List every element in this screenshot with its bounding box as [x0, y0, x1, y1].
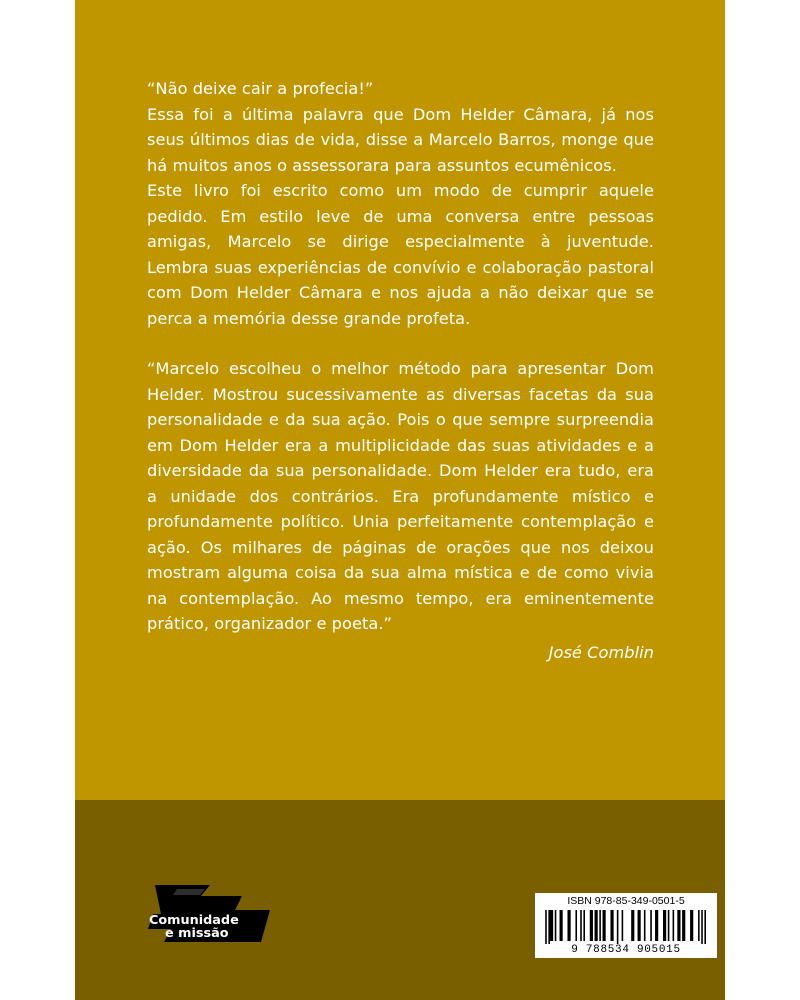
- logo-line-2: e missão: [165, 926, 229, 941]
- barcode-bars-icon: [542, 910, 710, 944]
- barcode-bar: [704, 910, 706, 944]
- isbn-label: ISBN 978-85-349-0501-5: [567, 895, 685, 907]
- barcode-bar: [663, 910, 666, 941]
- barcode-bar: [603, 910, 606, 941]
- barcode-bar: [617, 910, 619, 944]
- isbn-barcode: [535, 893, 717, 958]
- barcode-bar: [599, 910, 601, 941]
- barcode-bar: [668, 910, 670, 941]
- barcode-bar: [583, 910, 585, 941]
- barcode-bar: [548, 910, 550, 944]
- barcode-bar: [673, 910, 675, 941]
- logo-line-1: Comunidade: [149, 913, 239, 928]
- book-purpose-paragraph: Este livro foi escrito como um modo de cumprir aquele pedido. Em estilo leve de uma conversa entre pessoas amigas, Marcelo se dirige especialmente à juventude. Lembra suas experiências de convívio e colaboração pastoral com Dom Helder Câmara e nos ajuda a não deixar que se perca a memória desse grande profeta.: [147, 181, 654, 328]
- testimonial-quote: “Marcelo escolheu o melhor método para apresentar Dom Helder. Mostrou sucessivamente as diversas facetas da sua personalidade e da sua ação. Pois o que sempre surpreendia em Dom Helder era a multiplicidade das suas atividades e a diversidade da sua personalidade. Dom Helder era tudo, era a unidade dos contrários. Era profundamente místico e profundamente político. Unia perfeitamente contemplação e ação. Os milhares de páginas de orações que nos deixou mostram alguma coisa da sua alma mística e de como vivia na contemplação. Ao mesmo tempo, era eminentemente prático, organizador e poeta.”: [147, 359, 654, 633]
- barcode-bar: [560, 910, 563, 941]
- barcode-bar: [555, 910, 557, 941]
- barcode-bar: [698, 910, 700, 941]
- publisher-logo: [147, 884, 273, 944]
- barcode-bar: [610, 910, 613, 941]
- barcode-bar: [575, 910, 577, 941]
- back-cover-text: [147, 76, 654, 665]
- barcode-bar: [580, 910, 582, 941]
- barcode-bar: [650, 910, 652, 941]
- opening-quote: “Não deixe cair a profecia!”: [147, 79, 374, 98]
- barcode-bar: [545, 910, 547, 944]
- book-back-cover: [75, 0, 725, 1000]
- barcode-bar: [550, 910, 553, 941]
- barcode-bar: [590, 910, 593, 941]
- barcode-bar: [690, 910, 693, 941]
- barcode-bar: [677, 910, 680, 941]
- paragraph-spacer: [147, 331, 654, 356]
- barcode-bar: [622, 910, 624, 941]
- barcode-bar: [644, 910, 646, 941]
- barcode-bar: [631, 910, 634, 941]
- barcode-number: 9 788534 905015: [571, 944, 681, 956]
- barcode-bar: [655, 910, 658, 941]
- barcode-bar: [567, 910, 570, 941]
- barcode-bar: [682, 910, 685, 941]
- intro-paragraph: Essa foi a última palavra que Dom Helder Câmara, já nos seus últimos dias de vida, disse a Marcelo Barros, monge que há muitos anos o assessorara para assuntos ecumênicos.: [147, 104, 654, 175]
- barcode-bar: [701, 910, 703, 944]
- barcode-bar: [595, 910, 598, 941]
- testimonial-signature: José Comblin: [548, 642, 654, 662]
- barcode-bar: [638, 910, 641, 941]
